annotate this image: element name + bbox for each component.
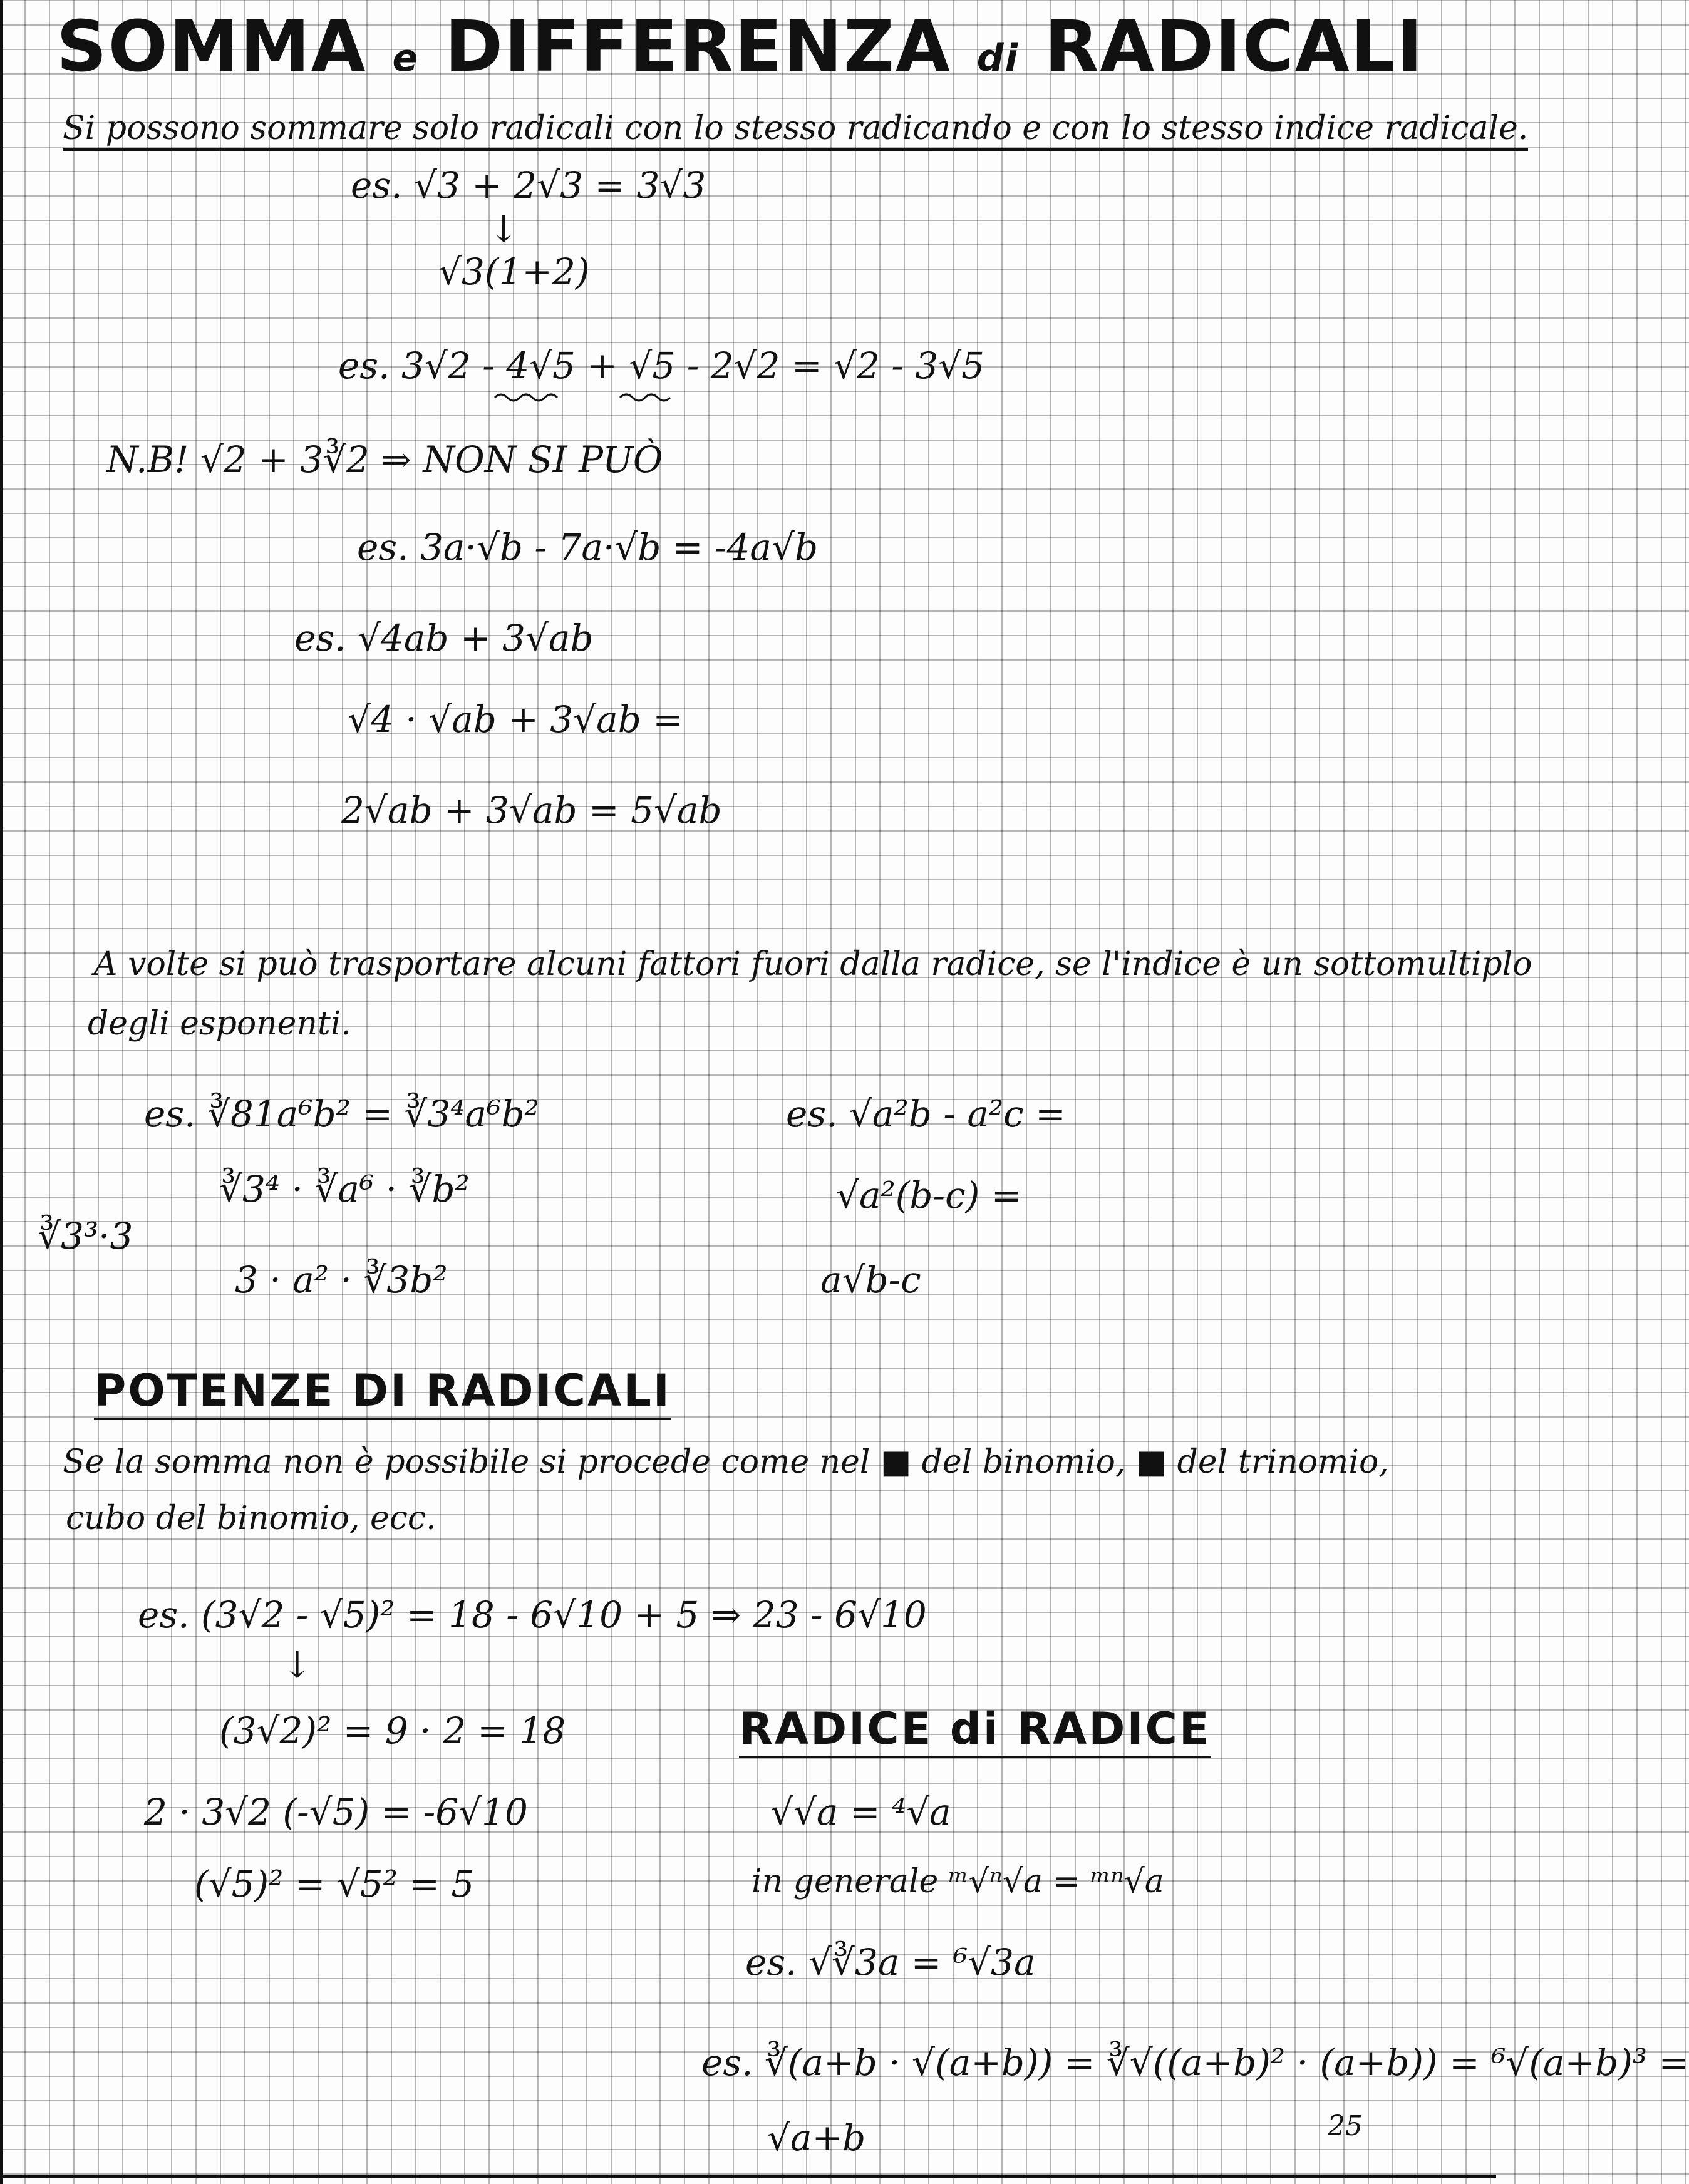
example-4-line-3: 2√ab + 3√ab = 5√ab [341, 789, 722, 832]
section-2-text-line-1: A volte si può trasportare alcuni fattori fuori dalla radice, se l'indice è un sottomultiplo [94, 945, 1532, 983]
section-4-line-3: es. √∛3a = ⁶√3a [745, 1941, 1036, 1984]
page-bottom-edge [0, 2175, 1496, 2178]
nb-note: N.B! √2 + 3∛2 ⇒ NON SI PUÒ [106, 438, 663, 481]
section-4-line-4: es. ∛(a+b · √(a+b)) = ∛√((a+b)² · (a+b)) = ⁶√(a+b)³ = [701, 2041, 1689, 2084]
title-prep: di [976, 36, 1020, 80]
example-a-side-note: ∛3³·3 [38, 1215, 133, 1257]
section-4-heading: RADICE di RADICE [739, 1703, 1211, 1758]
section-4-line-2: in generale ᵐ√ⁿ√a = ᵐⁿ√a [752, 1863, 1164, 1900]
example-2: es. 3√2 - 4√5 + √5 - 2√2 = √2 - 3√5 [338, 344, 985, 387]
section-3-example-arrow: ↓ [282, 1644, 312, 1686]
section-3-example-line-4: (√5)² = √5² = 5 [194, 1863, 475, 1905]
section-3-example-line-2: (3√2)² = 9 · 2 = 18 [219, 1709, 566, 1752]
page-title [56, 6, 1424, 88]
example-4-line-1: es. √4ab + 3√ab [294, 617, 594, 659]
example-1-line-1: es. √3 + 2√3 = 3√3 [351, 164, 706, 207]
title-differenza: DIFFERENZA [445, 6, 951, 88]
section-4-line-1: √√a = ⁴√a [770, 1791, 951, 1833]
page-number: 25 [1328, 2110, 1363, 2142]
title-somma: SOMMA [56, 6, 367, 88]
section-3-text-line-1: Se la somma non è possibile si procede come nel ■ del binomio, ■ del trinomio, [63, 1443, 1389, 1481]
squiggle-underline [495, 391, 701, 404]
section-3-example-line-3: 2 · 3√2 (-√5) = -6√10 [144, 1791, 528, 1833]
section-3-text-line-2: cubo del binomio, ecc. [66, 1500, 436, 1537]
example-4-line-2: √4 · √ab + 3√ab = [348, 698, 683, 741]
example-1-line-2: √3(1+2) [438, 250, 590, 293]
example-a-line-3: 3 · a² · ∛3b² [235, 1259, 448, 1301]
section-2-text-line-2: degli esponenti. [88, 1005, 352, 1043]
example-b-line-1: es. √a²b - a²c = [786, 1093, 1066, 1135]
example-3: es. 3a·√b - 7a·√b = -4a√b [357, 526, 819, 569]
left-margin-binding [0, 0, 3, 2184]
rule-text: Si possono sommare solo radicali con lo stesso radicando e con lo stesso indice radicale. [63, 110, 1528, 151]
section-3-heading: POTENZE DI RADICALI [94, 1365, 671, 1420]
title-radicali: RADICALI [1045, 6, 1424, 88]
example-a-line-2: ∛3⁴ · ∛a⁶ · ∛b² [219, 1168, 470, 1210]
section-3-example-line-1: es. (3√2 - √5)² = 18 - 6√10 + 5 ⇒ 23 - 6√10 [138, 1594, 927, 1636]
example-b-line-2: √a²(b-c) = [836, 1174, 1022, 1217]
example-1-arrow: ↓ [488, 208, 519, 250]
example-a-line-1: es. ∛81a⁶b² = ∛3⁴a⁶b² [144, 1093, 539, 1135]
section-4-line-5: √a+b [767, 2116, 866, 2159]
example-b-line-3: a√b-c [820, 1259, 921, 1301]
title-conj: e [392, 36, 420, 80]
